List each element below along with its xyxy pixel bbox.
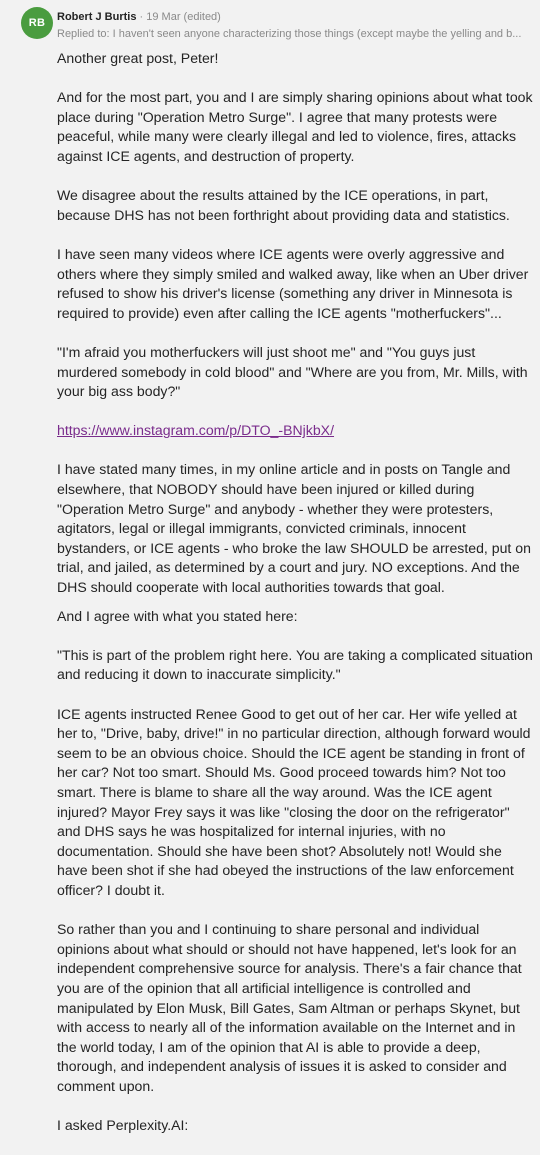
comment-paragraph: And I agree with what you stated here: [57,607,298,624]
avatar[interactable]: RB [21,7,53,39]
comment-body [57,49,533,1155]
instagram-link[interactable]: https://www.instagram.com/p/DTO_-BNjkbX/ [57,422,335,439]
comment-paragraph: So rather than you and I continuing to share personal and individual opinions about what should or should not have happened, let's look for an independent comprehensive source for analysis. There's a fair chance that you are of the opinion that all artificial intelligence is controlled and manipulated by Elon Musk, Bill Gates, Sam Altman or perhaps Skynet, but with access to nearly all of the information available on the Internet and in the world today, I am of the opinion that AI is able to provide a deep, thorough, and independent analysis of issues it is asked to consider and comment upon. [57,921,522,1094]
comment-date[interactable]: 19 Mar (edited) [146,11,221,23]
comment-paragraph: "I'm afraid you motherfuckers will just shoot me" and "You guys just murdered somebody in cold blood" and "Where are you from, Mr. Mills, with your big ass body?" [57,343,528,400]
comment-paragraph: We disagree about the results attained by the ICE operations, in part, because DHS has not been forthright about providing data and statistics. [57,187,510,223]
comment-paragraph: ICE agents instructed Renee Good to get out of her car. Her wife yelled at her to, "Drive, baby, drive!" in no particular direction, although forward would seem to be an obvious choice. Should the ICE agent be standing in front of her car? Not too smart. Should Ms. Good proceed towards him? Not too smart. There is blame to share all the way around. Was the ICE agent injured? Mayor Frey says it was like "closing the door on the refrigerator" and DHS says he was hospitalized for internal injuries, with no documentation. Should she have been shot? Absolutely not! Would she have been shot if she had obeyed the instructions of the law enforcement officer? I doubt it. [57,705,531,898]
link-paragraph [57,421,533,441]
comment-paragraph: I asked Perplexity.AI: [57,1117,189,1134]
separator-dot: · [136,11,147,23]
replied-to-excerpt[interactable]: I haven't seen anyone characterizing those things (except maybe the yelling and b... [112,28,522,40]
comment-paragraph: I have seen many videos where ICE agents were overly aggressive and others where they simply smiled and walked away, like when an Uber driver refused to show his driver's license (something any driver in Minnesota is required to provide) even after calling the ICE agents "motherfuckers"... [57,245,529,321]
comment-paragraph: I have stated many times, in my online article and in posts on Tangle and elsewhere, that NOBODY should have been injured or killed during "Operation Metro Surge" and anybody - whether they were protesters, agitators, legal or illegal immigrants, convicted criminals, innocent bystanders, or ICE agents - who broke the law SHOULD be arrested, put on trial, and jailed, as determined by a court and jury. NO exceptions. And the DHS should cooperate with local authorities towards that goal. [57,461,531,596]
replied-to[interactable] [57,27,532,42]
author-name[interactable]: Robert J Burtis [57,11,137,23]
comment-paragraph: Another great post, Peter! [57,50,219,66]
quoted-paragraph: "This is part of the problem right here. You are taking a complicated situation and reducing it down to inaccurate simplicity." [57,646,533,683]
comment-paragraph: And for the most part, you and I are simply sharing opinions about what took place during "Operation Metro Surge". I agree that many protests were peaceful, while many were clearly illegal and led to violence, fires, attacks against ICE agents, and destruction of property. [57,89,533,164]
comment-header [57,10,532,25]
replied-to-label: Replied to: [57,28,110,40]
